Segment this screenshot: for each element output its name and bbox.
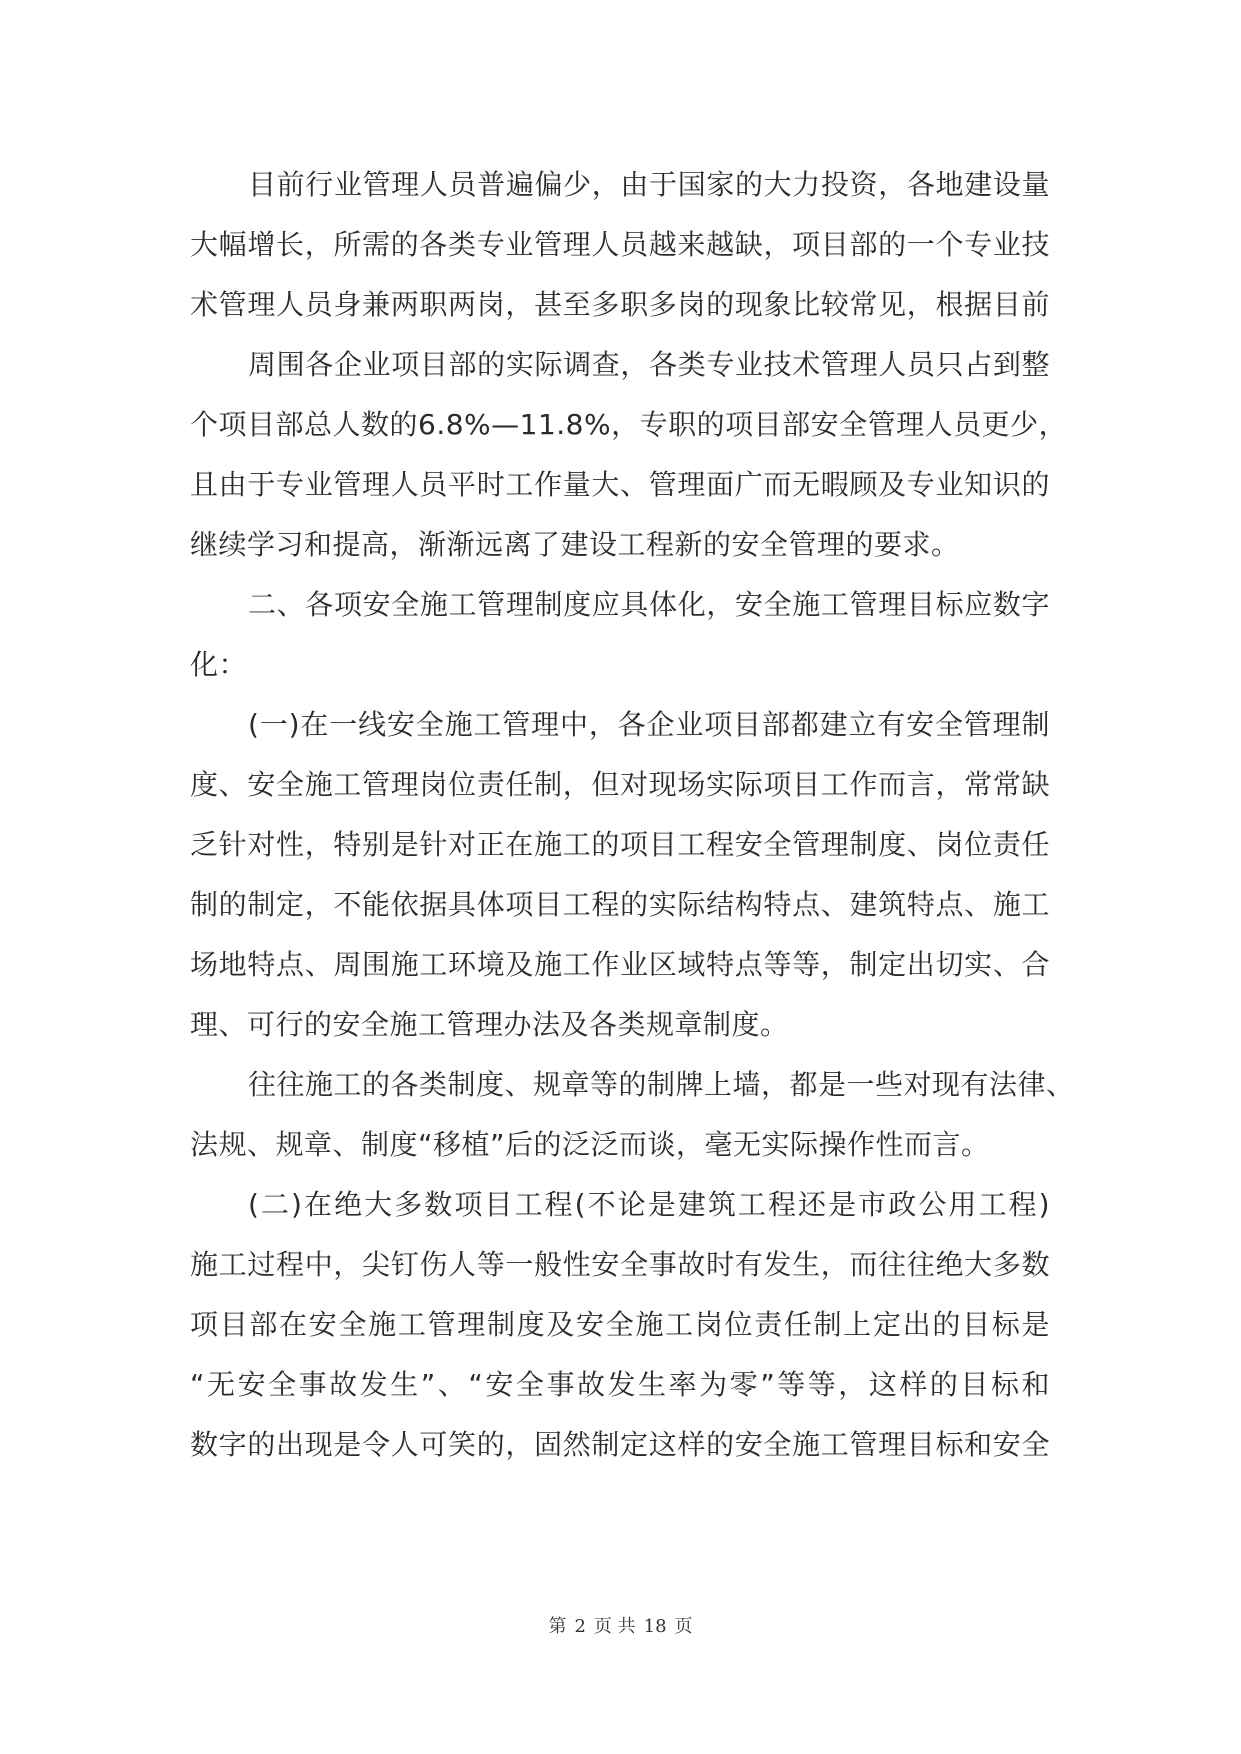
text-line: 术管理人员身兼两职两岗，甚至多职多岗的现象比较常见，根据目前 <box>190 288 1050 321</box>
text-line: 往往施工的各类制度、规章等的制牌上墙，都是一些对现有法律、 <box>248 1068 1075 1101</box>
text-line: 法规、规章、制度“移植”后的泛泛而谈，毫无实际操作性而言。 <box>190 1128 990 1161</box>
text-line: 化： <box>190 648 248 681</box>
text-line: 度、安全施工管理岗位责任制，但对现场实际项目工作而言，常常缺 <box>190 768 1050 801</box>
text-line: “无安全事故发生”、“安全事故发生率为零”等等，这样的目标和 <box>190 1368 1050 1401</box>
text-line: 个项目部总人数的6.8%—11.8%，专职的项目部安全管理人员更少， <box>190 408 1068 441</box>
text-line: (二)在绝大多数项目工程(不论是建筑工程还是市政公用工程) <box>248 1188 1050 1221</box>
text-line: 二、各项安全施工管理制度应具体化，安全施工管理目标应数字 <box>248 588 1050 621</box>
text-line: 大幅增长，所需的各类专业管理人员越来越缺，项目部的一个专业技 <box>190 228 1050 261</box>
footer-total-pages: 18 <box>643 1616 667 1637</box>
text-line: 数字的出现是令人可笑的，固然制定这样的安全施工管理目标和安全 <box>190 1428 1050 1461</box>
footer-current-page: 2 <box>574 1616 586 1637</box>
text-line: 制的制定，不能依据具体项目工程的实际结构特点、建筑特点、施工 <box>190 888 1050 921</box>
footer-middle: 页 共 <box>593 1616 636 1637</box>
text-line: 项目部在安全施工管理制度及安全施工岗位责任制上定出的目标是 <box>190 1308 1050 1341</box>
text-line: 理、可行的安全施工管理办法及各类规章制度。 <box>190 1008 789 1041</box>
text-line: 且由于专业管理人员平时工作量大、管理面广而无暇顾及专业知识的 <box>190 468 1050 501</box>
text-line: (一)在一线安全施工管理中，各企业项目部都建立有安全管理制 <box>248 708 1050 741</box>
text-line: 继续学习和提高，渐渐远离了建设工程新的安全管理的要求。 <box>190 528 960 561</box>
text-line: 场地特点、周围施工环境及施工作业区域特点等等，制定出切实、合 <box>190 948 1050 981</box>
text-line: 周围各企业项目部的实际调查，各类专业技术管理人员只占到整 <box>248 348 1050 381</box>
page-footer <box>0 1612 1241 1638</box>
footer-prefix: 第 <box>548 1616 567 1637</box>
text-line: 乏针对性，特别是针对正在施工的项目工程安全管理制度、岗位责任 <box>190 828 1050 861</box>
text-line: 目前行业管理人员普遍偏少，由于国家的大力投资，各地建设量 <box>248 168 1050 201</box>
footer-suffix: 页 <box>674 1616 693 1637</box>
document-body <box>190 155 1075 1475</box>
text-line: 施工过程中，尖钉伤人等一般性安全事故时有发生，而往往绝大多数 <box>190 1248 1050 1281</box>
